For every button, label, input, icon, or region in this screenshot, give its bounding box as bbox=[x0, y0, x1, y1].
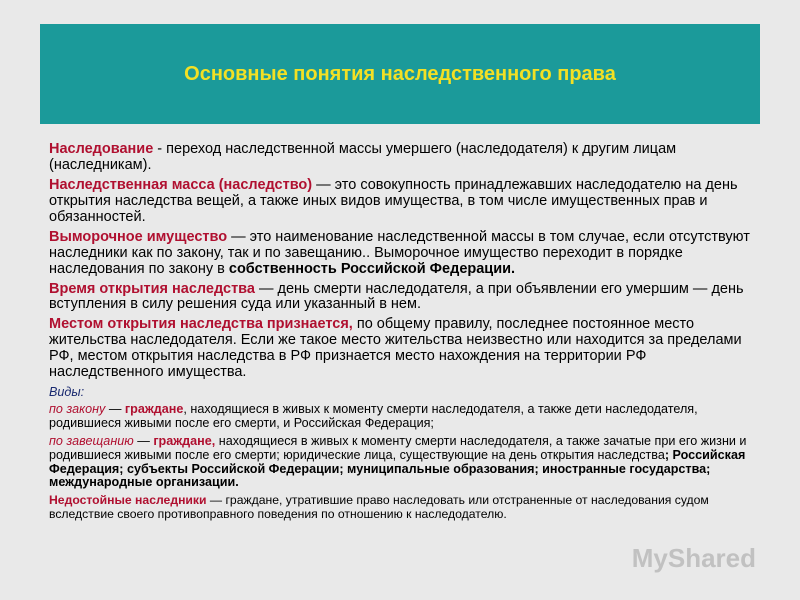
type-by-law bbox=[49, 403, 759, 431]
term: Время открытия наследства bbox=[49, 280, 255, 297]
type-kind: по завещанию bbox=[49, 433, 134, 448]
term: Недостойные наследники bbox=[49, 493, 207, 508]
paragraph-escheat bbox=[49, 230, 759, 278]
type-term: граждане, bbox=[153, 433, 216, 448]
type-by-will bbox=[49, 435, 759, 490]
type-text: находящиеся в живых к моменту смерти наследодателя, а также зачатые при его жизни и родившиеся живыми после его смерти; юридические лица, существующие на день открытия наследства bbox=[49, 433, 747, 462]
term: Наследственная масса (наследство) bbox=[49, 176, 313, 193]
title-banner bbox=[40, 24, 760, 124]
paragraph-place bbox=[49, 317, 759, 381]
paragraph-estate bbox=[49, 178, 759, 226]
type-dash: — bbox=[133, 433, 154, 448]
definition: это наименование наследственной массы в том случае, если отсутствуют наследники как по закону, так и по завещанию.. Выморочное имущество переходит в порядке наследования по закону в bbox=[49, 228, 750, 277]
definition-bold: собственность Российской Федерации. bbox=[228, 260, 516, 277]
definition: это совокупность принадлежавших наследодателю на день открытия наследства вещей, а также иных видов имущества, в том числе имущественных прав и обязанностей. bbox=[49, 176, 738, 225]
slide-content bbox=[49, 142, 759, 525]
myshared-logo: MyShared bbox=[631, 543, 756, 573]
paragraph-time bbox=[49, 282, 759, 314]
term: Выморочное имущество bbox=[49, 228, 228, 245]
types-label: Виды: bbox=[49, 385, 85, 400]
type-text-bold: ; Российская Федерация; субъекты Российской Федерации; муниципальные образования; иностранные государства; международные организации. bbox=[49, 447, 746, 490]
definition: по общему правилу, последнее постоянное место жительства наследодателя. Если же такое место жительства неизвестно или находится за пределами РФ, местом открытия наследства в РФ признается место нахождения на территории РФ наследственного имущества. bbox=[49, 316, 742, 381]
type-term: граждане bbox=[124, 402, 184, 417]
separator: — bbox=[312, 176, 335, 193]
definition: переход наследственной массы умершего (наследодателя) к другим лицам (наследникам). bbox=[49, 141, 677, 173]
separator: — bbox=[227, 228, 250, 245]
term: Местом открытия наследства признается, bbox=[49, 316, 353, 333]
page-title: Основные понятия наследственного права bbox=[184, 62, 616, 85]
type-text: , находящиеся в живых к моменту смерти наследодателя, а также дети наследодателя, родившиеся живыми после его смерти, и Российская Федерация; bbox=[49, 402, 698, 430]
type-kind: по закону bbox=[49, 402, 106, 417]
type-dash: — bbox=[105, 402, 125, 417]
definition: — граждане, утратившие право наследовать или отстраненные от наследования судом вследствие своего противоправного поведения по отношению к наследодателю. bbox=[49, 493, 709, 521]
separator: — bbox=[254, 280, 278, 297]
paragraph-unworthy bbox=[49, 494, 759, 521]
paragraph-inheritance bbox=[49, 142, 759, 174]
separator: - bbox=[153, 141, 167, 157]
definition: день смерти наследодателя, а при объявлении его умершим — день вступления в силу решения суда или указанный в нем. bbox=[49, 280, 744, 313]
term: Наследование bbox=[49, 141, 154, 157]
